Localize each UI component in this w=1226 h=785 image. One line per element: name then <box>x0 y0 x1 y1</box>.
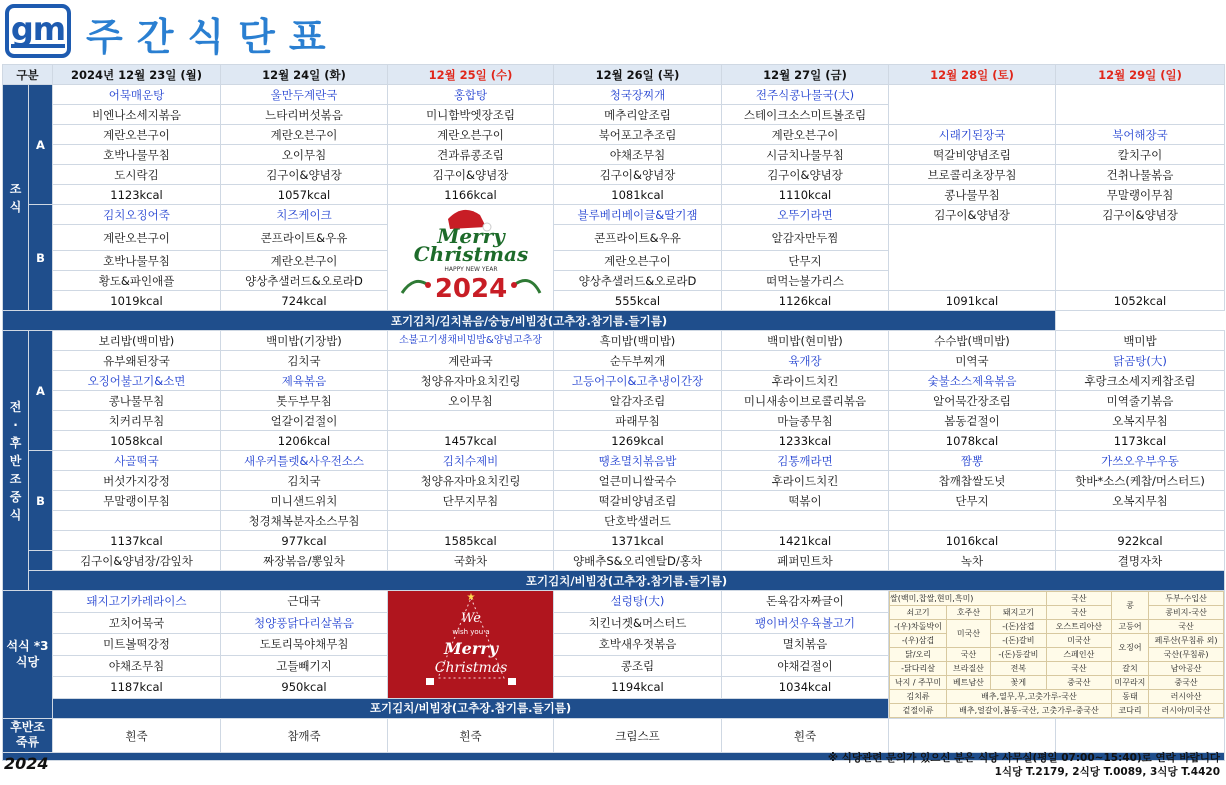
menu-cell: 짬뽕 <box>889 451 1056 471</box>
menu-cell: 얼갈이겉절이 <box>221 411 388 431</box>
menu-cell: 떡볶이 <box>722 491 889 511</box>
menu-row <box>3 225 1225 251</box>
menu-cell: 오징어불고기&소면 <box>53 371 221 391</box>
menu-cell-empty <box>1056 225 1225 291</box>
kcal-cell: 1194kcal <box>554 677 722 699</box>
origin-legend: 쌀(백미,찹쌀,현미,흑미) 국산 콩 두부-수입산 쇠고기 호주산 돼지고기 국산 콩비지-국산 -(우)차돌박이 미국산 -(돈)삼겹 오스트리아산 고등어 국산 -(우)삼겹 -(돈)갈비 미국산 오징어 페루산(무침류 외) 닭/오리 국산 -(돈)등갈비 스페인산 국산(무침류) -닭다리살 브라질산 전복 국산 갈치 남아공산 낙지 / 주꾸미 베트남산 꽃게 중국산 미꾸라지 중국산 김치류 배추,열무,무,고춧가루-국산 동태 러시아산 겉절이류 배추,얼갈이,봄동-국산, 고춧가루-중국산 코다리 러시아/미국산 <box>889 591 1224 718</box>
menu-cell <box>1056 511 1225 531</box>
menu-cell: 단무지 <box>722 251 889 271</box>
drink-cell: 짜장볶음/뽕잎차 <box>221 551 388 571</box>
menu-cell: 계란오븐구이 <box>388 125 554 145</box>
kcal-cell: 724kcal <box>221 291 388 311</box>
side-dish-text: 포기김치/비빔장(고추장.참기름.들기름) <box>53 698 889 718</box>
kcal-cell: 1457kcal <box>388 431 554 451</box>
menu-cell: 단무지무침 <box>388 491 554 511</box>
kcal-cell: 1123kcal <box>53 185 221 205</box>
menu-cell: 계란오븐구이 <box>53 125 221 145</box>
course-label-a: A <box>29 85 53 205</box>
menu-cell: 설렁탕(大) <box>554 591 722 613</box>
drink-cell: 녹차 <box>889 551 1056 571</box>
menu-cell: 무말랭이무침 <box>1056 185 1225 205</box>
menu-row <box>3 451 1225 471</box>
drink-row <box>3 551 1225 571</box>
day-header: 12월 24일 (화) <box>221 65 388 85</box>
page-title: 주간식단표 <box>86 15 340 59</box>
menu-cell: 고등어구이&고추냉이간장 <box>554 371 722 391</box>
menu-cell: 보리밥(백미밥) <box>53 331 221 351</box>
kcal-cell: 1110kcal <box>722 185 889 205</box>
course-label-a: A <box>29 331 53 451</box>
menu-cell: 핫바*소스(케찹/머스터드) <box>1056 471 1225 491</box>
kcal-cell: 1034kcal <box>722 677 889 699</box>
signature: 2024 <box>4 754 49 773</box>
porridge-cell: 흰죽 <box>53 719 221 753</box>
day-header-row <box>3 65 1225 85</box>
porridge-cell: 크림스프 <box>554 719 722 753</box>
kcal-cell: 1058kcal <box>53 431 221 451</box>
menu-cell: 백미밥 <box>1056 331 1225 351</box>
day-header: 12월 27일 (금) <box>722 65 889 85</box>
kcal-cell: 977kcal <box>221 531 388 551</box>
menu-cell: 김구이&양념장 <box>388 165 554 185</box>
kcal-cell: 922kcal <box>1056 531 1225 551</box>
christmas-text: Christmas <box>434 659 508 676</box>
menu-cell: 황도&파인애플 <box>53 271 221 291</box>
menu-cell: 계란오븐구이 <box>221 251 388 271</box>
menu-cell: 청양풍닭다리살볶음 <box>221 612 388 634</box>
menu-cell: 숯불소스제육볶음 <box>889 371 1056 391</box>
menu-row <box>3 331 1225 351</box>
porridge-cell <box>889 719 1056 753</box>
origin-table <box>889 591 1225 719</box>
kcal-row <box>3 531 1225 551</box>
kcal-cell: 1206kcal <box>221 431 388 451</box>
menu-cell: 메추리알조림 <box>554 105 722 125</box>
menu-cell: 무말랭이무침 <box>53 491 221 511</box>
menu-cell: 제육볶음 <box>221 371 388 391</box>
menu-cell: 팽이버섯우육볼고기 <box>722 612 889 634</box>
menu-cell: 떡갈비양념조림 <box>889 145 1056 165</box>
drink-cell: 김구이&양념장/감잎차 <box>53 551 221 571</box>
menu-cell <box>388 411 554 431</box>
christmas-tree-image <box>388 592 554 692</box>
kcal-cell: 1052kcal <box>1056 291 1225 311</box>
christmas-year: 2024 <box>434 274 508 304</box>
menu-cell: 가쓰오우부우동 <box>1056 451 1225 471</box>
menu-cell <box>53 511 221 531</box>
menu-cell: 돼지고기카레라이스 <box>53 591 221 613</box>
menu-cell: 호박새우젓볶음 <box>554 634 722 656</box>
christmas-text: HAPPY NEW YEAR <box>444 266 498 273</box>
menu-cell: 오이무침 <box>388 391 554 411</box>
menu-cell: 김치오징어죽 <box>53 205 221 225</box>
footer-inquiry-text: ※ 식당관련 문의가 있으신 분은 식당 사무실(평일 07:00~15:40)로 연락 바랍니다 <box>827 752 1220 764</box>
menu-cell: 어묵매운탕 <box>53 85 221 105</box>
day-header: 12월 28일 (토) <box>889 65 1056 85</box>
menu-cell <box>889 511 1056 531</box>
menu-cell: 북어해장국 <box>1056 125 1225 145</box>
menu-cell: 도시락김 <box>53 165 221 185</box>
kcal-cell: 1371kcal <box>554 531 722 551</box>
menu-cell: 호박나물무침 <box>53 251 221 271</box>
drink-cell: 국화차 <box>388 551 554 571</box>
star-icon: ★ <box>466 591 476 603</box>
menu-cell: 블루베리베이글&딸기잼 <box>554 205 722 225</box>
day-header: 12월 26일 (목) <box>554 65 722 85</box>
menu-cell: 백미밥(현미밥) <box>722 331 889 351</box>
menu-cell: 떡갈비양념조림 <box>554 491 722 511</box>
drink-cell: 양배추S&오리엔탈D/홍차 <box>554 551 722 571</box>
menu-cell: 콩조림 <box>554 655 722 677</box>
menu-cell: 김구이&양념장 <box>554 165 722 185</box>
drink-cell: 페퍼민트차 <box>722 551 889 571</box>
menu-cell: 청양유자마요치킨링 <box>388 471 554 491</box>
christmas-text: wish you a <box>452 627 490 636</box>
drink-cell: 결명자차 <box>1056 551 1225 571</box>
menu-cell: 후라이드치킨 <box>722 471 889 491</box>
header <box>0 0 1226 64</box>
menu-cell: 김통깨라면 <box>722 451 889 471</box>
kcal-row <box>3 185 1225 205</box>
footer-note <box>828 751 1220 779</box>
menu-cell: 알감자만두찜 <box>722 225 889 251</box>
menu-cell: 떠먹는불가리스 <box>722 271 889 291</box>
menu-cell: 김치수제비 <box>388 451 554 471</box>
christmas-text: Christmas <box>413 242 529 266</box>
meal-label-lunch: 전·후반조 중식 <box>3 331 29 591</box>
menu-cell: 고들빼기지 <box>221 655 388 677</box>
menu-cell-empty <box>889 85 1056 125</box>
christmas-image <box>388 591 554 699</box>
menu-cell: 야채조무침 <box>554 145 722 165</box>
kcal-cell: 1137kcal <box>53 531 221 551</box>
kcal-row <box>3 291 1225 311</box>
menu-cell: 오복지무침 <box>1056 491 1225 511</box>
menu-cell: 김치국 <box>221 351 388 371</box>
kcal-row <box>3 431 1225 451</box>
menu-cell-empty <box>1056 85 1225 125</box>
category-label: 구분 <box>3 65 53 85</box>
menu-cell: 오뚜기라면 <box>722 205 889 225</box>
menu-row <box>3 411 1225 431</box>
menu-cell: 견과류콩조림 <box>388 145 554 165</box>
kcal-cell: 1173kcal <box>1056 431 1225 451</box>
menu-row <box>3 165 1225 185</box>
kcal-cell: 1081kcal <box>554 185 722 205</box>
day-header: 12월 29일 (일) <box>1056 65 1225 85</box>
menu-row <box>3 591 1225 613</box>
menu-cell: 스테이크소스미트볼조림 <box>722 105 889 125</box>
menu-cell: 알어묵간장조림 <box>889 391 1056 411</box>
menu-cell: 수수밥(백미밥) <box>889 331 1056 351</box>
menu-cell: 미니샌드위치 <box>221 491 388 511</box>
sub-label-empty <box>29 551 53 571</box>
kcal-cell: 1126kcal <box>722 291 889 311</box>
menu-cell: 청경채복분자소스무침 <box>221 511 388 531</box>
menu-cell: 봄동겉절이 <box>889 411 1056 431</box>
menu-cell: 건취나물볶음 <box>1056 165 1225 185</box>
side-dish-text: 포기김치/김치볶음/숭늉/비빔장(고추장.참기름.들기름) <box>3 311 1056 331</box>
porridge-cell: 참깨죽 <box>221 719 388 753</box>
kcal-cell: 1421kcal <box>722 531 889 551</box>
day-header: 12월 25일 (수) <box>388 65 554 85</box>
porridge-cell <box>1056 719 1225 753</box>
menu-cell: 유부왜된장국 <box>53 351 221 371</box>
kcal-cell: 950kcal <box>221 677 388 699</box>
menu-cell: 계란오븐구이 <box>722 125 889 145</box>
menu-cell: 양상추샐러드&오로라D <box>554 271 722 291</box>
menu-cell: 찹깨찹쌀도넛 <box>889 471 1056 491</box>
kcal-cell: 1019kcal <box>53 291 221 311</box>
menu-cell: 사골떡국 <box>53 451 221 471</box>
course-label-b: B <box>29 451 53 551</box>
menu-cell: 김치국 <box>221 471 388 491</box>
menu-cell: 김구이&양념장 <box>1056 205 1225 225</box>
menu-cell: 미역줄기볶음 <box>1056 391 1225 411</box>
menu-row <box>3 471 1225 491</box>
footer-phone-text: 1식당 T.2179, 2식당 T.0089, 3식당 T.4420 <box>994 766 1220 778</box>
menu-cell: 치커리무침 <box>53 411 221 431</box>
side-dish-text: 포기김치/비빔장(고추장.참기름.들기름) <box>29 571 1225 591</box>
kcal-cell: 1016kcal <box>889 531 1056 551</box>
menu-cell: 야채조무침 <box>53 655 221 677</box>
menu-cell: 시금치나물무침 <box>722 145 889 165</box>
menu-cell: 소불고기생채비빔밥&양념고추장 <box>388 331 554 351</box>
menu-cell: 땡초멸치볶음밥 <box>554 451 722 471</box>
menu-cell: 콩나물무침 <box>53 391 221 411</box>
meal-label-dinner: 석식 *3식당 <box>3 591 53 719</box>
menu-cell: 미니새송이브로콜리볶음 <box>722 391 889 411</box>
menu-cell: 미트볼떡강정 <box>53 634 221 656</box>
porridge-cell: 흰죽 <box>388 719 554 753</box>
menu-cell: 꼬치어묵국 <box>53 612 221 634</box>
kcal-cell: 1233kcal <box>722 431 889 451</box>
menu-row <box>3 371 1225 391</box>
menu-cell: 브로콜리초장무침 <box>889 165 1056 185</box>
christmas-2024-image <box>388 205 554 305</box>
menu-row <box>3 491 1225 511</box>
menu-cell <box>722 511 889 531</box>
menu-cell: 양상추샐러드&오로라D <box>221 271 388 291</box>
kcal-cell: 1091kcal <box>889 291 1056 311</box>
menu-row <box>3 125 1225 145</box>
menu-cell: 후랑크소세지케찹조림 <box>1056 371 1225 391</box>
menu-cell: 육개장 <box>722 351 889 371</box>
menu-cell: 청국장찌개 <box>554 85 722 105</box>
menu-cell: 단호박샐러드 <box>554 511 722 531</box>
gm-logo: gm <box>5 4 71 58</box>
menu-cell: 멸치볶음 <box>722 634 889 656</box>
kcal-cell: 555kcal <box>554 291 722 311</box>
kcal-cell: 1078kcal <box>889 431 1056 451</box>
menu-cell: 톳두부무침 <box>221 391 388 411</box>
meal-label-breakfast: 조식 <box>3 85 29 311</box>
menu-row <box>3 205 1225 225</box>
menu-row <box>3 351 1225 371</box>
menu-cell: 닭곰탕(大) <box>1056 351 1225 371</box>
kcal-cell: 1269kcal <box>554 431 722 451</box>
menu-cell: 칼치구이 <box>1056 145 1225 165</box>
kcal-cell: 1166kcal <box>388 185 554 205</box>
menu-cell <box>388 511 554 531</box>
porridge-cell: 흰죽 <box>722 719 889 753</box>
menu-cell: 알감자조림 <box>554 391 722 411</box>
menu-cell: 미니함박엣장조림 <box>388 105 554 125</box>
menu-cell: 치킨너겟&머스터드 <box>554 612 722 634</box>
menu-cell: 야채겉절이 <box>722 655 889 677</box>
side-dish-band <box>3 571 1225 591</box>
menu-cell: 흑미밥(백미밥) <box>554 331 722 351</box>
menu-cell: 단무지 <box>889 491 1056 511</box>
menu-cell: 파래무침 <box>554 411 722 431</box>
porridge-row <box>3 719 1225 753</box>
menu-cell: 미역국 <box>889 351 1056 371</box>
menu-cell: 시래기된장국 <box>889 125 1056 145</box>
menu-cell: 도토리묵야채무침 <box>221 634 388 656</box>
menu-row <box>3 511 1225 531</box>
menu-cell: 버섯가지강정 <box>53 471 221 491</box>
meal-label-porridge: 후반조 죽류 <box>3 719 53 753</box>
menu-cell: 김구이&양념장 <box>722 165 889 185</box>
menu-cell: 청양유자마요치킨링 <box>388 371 554 391</box>
christmas-text: Merry <box>443 638 499 658</box>
menu-cell-empty <box>889 225 1056 291</box>
menu-cell: 새우커틀렛&사우전소스 <box>221 451 388 471</box>
menu-cell: 콘프라이트&우유 <box>221 225 388 251</box>
menu-cell: 근대국 <box>221 591 388 613</box>
kcal-cell: 1057kcal <box>221 185 388 205</box>
christmas-text: Merry <box>437 224 505 248</box>
course-label-b: B <box>29 205 53 311</box>
menu-cell: 후라이드치킨 <box>722 371 889 391</box>
christmas-image <box>388 205 554 311</box>
menu-cell: 계란파국 <box>388 351 554 371</box>
menu-cell: 느타리버섯볶음 <box>221 105 388 125</box>
menu-cell: 비엔나소세지볶음 <box>53 105 221 125</box>
menu-cell: 전주식콩나물국(大) <box>722 85 889 105</box>
menu-cell: 북어포고추조림 <box>554 125 722 145</box>
menu-cell: 콘프라이트&우유 <box>554 225 722 251</box>
menu-cell: 오이무침 <box>221 145 388 165</box>
menu-cell: 호박나물무침 <box>53 145 221 165</box>
menu-row <box>3 145 1225 165</box>
christmas-text: We <box>461 610 481 626</box>
menu-cell: 백미밥(기장밥) <box>221 331 388 351</box>
kcal-cell: 1585kcal <box>388 531 554 551</box>
kcal-cell: 1187kcal <box>53 677 221 699</box>
menu-cell: 홍합탕 <box>388 85 554 105</box>
menu-row <box>3 391 1225 411</box>
menu-cell: 계란오븐구이 <box>221 125 388 145</box>
menu-cell: 돈육감자짜글이 <box>722 591 889 613</box>
menu-cell: 얼큰미니쌀국수 <box>554 471 722 491</box>
menu-cell: 순두부찌개 <box>554 351 722 371</box>
menu-cell: 마늘종무침 <box>722 411 889 431</box>
menu-cell: 오복지무침 <box>1056 411 1225 431</box>
menu-cell: 계란오븐구이 <box>53 225 221 251</box>
menu-cell: 김구이&양념장 <box>221 165 388 185</box>
menu-cell: 김구이&양념장 <box>889 205 1056 225</box>
menu-cell: 치즈케이크 <box>221 205 388 225</box>
weekly-menu-table <box>2 64 1225 761</box>
menu-cell: 울만두계란국 <box>221 85 388 105</box>
menu-cell: 콩나물무침 <box>889 185 1056 205</box>
menu-cell: 계란오븐구이 <box>554 251 722 271</box>
menu-row <box>3 85 1225 105</box>
side-dish-band <box>3 311 1225 331</box>
day-header: 2024년 12월 23일 (월) <box>53 65 221 85</box>
